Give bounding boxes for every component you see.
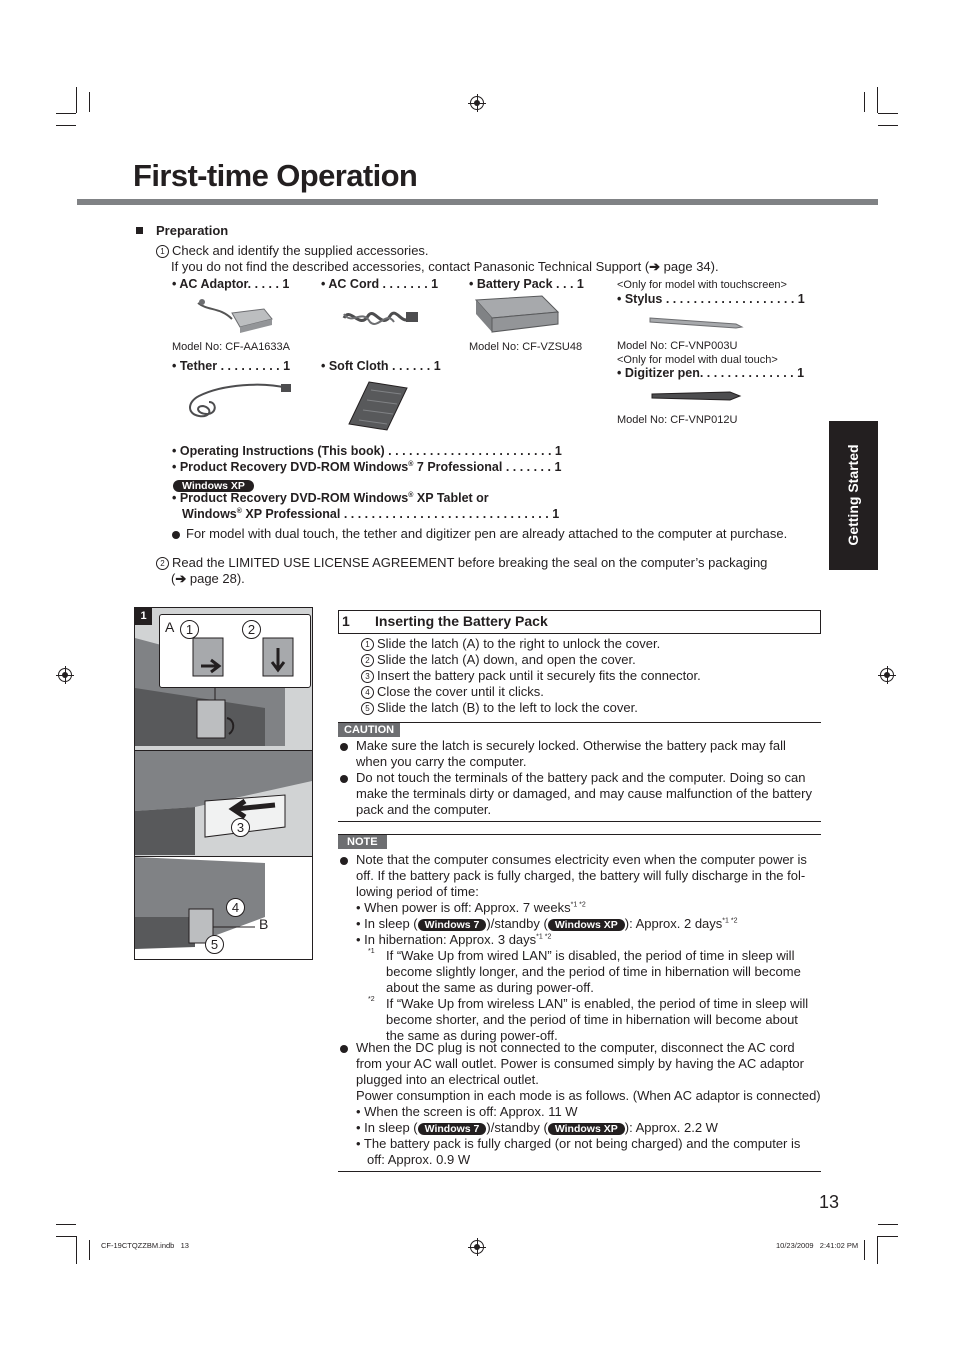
registration-mark-icon	[470, 1240, 484, 1254]
doc-recovery-xp-cont: Windows® XP Professional . . . . . . . . . . . . . . . . . . . . . . . . . . . . . . 1	[182, 507, 560, 521]
battery-steps-list	[361, 636, 701, 716]
digitizer-model: Model No: CF-VNP012U	[617, 414, 738, 426]
windows-7-badge: Windows 7	[418, 919, 487, 931]
battery-figure	[134, 607, 313, 960]
crop-mark	[56, 113, 76, 114]
stylus-note: <Only for model with touchscreen>	[617, 279, 787, 291]
prep-step-1: 1 Check and identify the supplied accessories.	[156, 243, 429, 259]
windows-xp-badge: Windows XP	[548, 919, 625, 931]
latch-a-label: A	[165, 619, 175, 635]
step-2-marker: 2	[242, 620, 261, 639]
acc-ac-adaptor: • AC Adaptor. . . . . 1	[172, 277, 290, 291]
latch-b-label: B	[259, 916, 269, 932]
bullet-icon	[340, 775, 348, 783]
caution-item: Do not touch the terminals of the battery pack and the computer. Doing so can make the terminals dirty or damaged, and may cause malfunction of the battery pack and the computer.	[338, 770, 812, 818]
caution-bottom-rule	[338, 821, 821, 822]
crop-mark	[878, 113, 898, 114]
square-bullet-icon	[136, 227, 143, 234]
acc-stylus: • Stylus . . . . . . . . . . . . . . . . . . . 1	[617, 292, 805, 306]
doc-operating-instructions: • Operating Instructions (This book) . . . . . . . . . . . . . . . . . . . . . . . . 1	[172, 444, 562, 458]
latch-detail-icon	[187, 634, 303, 680]
list-item: 1 Slide the latch (A) to the right to unlock the cover.	[361, 636, 701, 652]
section-title: Inserting the Battery Pack	[375, 613, 548, 629]
note-item: Note that the computer consumes electricity even when the computer power is off. If the battery pack is fully charged, the battery will fully discharge in the fol- lowing period of time: • When power is off: Approx. 7 weeks$^{*1 *2}$ • In sleep ( Windows 7 )/standby ( Windows XP ): Approx. 2 days$^{*1 *2}$ • In hibernation: Approx. 3 days$^{*1 *2}$ *1 If “Wake Up from wired LAN” is disabled, the period of time in sleep will become slightly longer, and the period of time in hibernation will become about the same as during power-off. *2 If “Wake Up from wireless LAN” is enabled, the period of time in sleep will become shorter, and the period of time in hibernation will become about the same as during power-off.	[338, 852, 808, 1044]
crop-mark	[864, 1240, 865, 1260]
crop-mark	[76, 87, 77, 113]
crop-mark	[89, 1240, 90, 1260]
prep-step-2-sub: (➔ page 28).	[171, 571, 245, 586]
crop-mark	[56, 1236, 76, 1237]
page-title: First-time Operation	[133, 158, 418, 193]
dual-touch-note: For model with dual touch, the tether and digitizer pen are already attached to the computer at purchase.	[172, 526, 787, 542]
crop-mark	[877, 1236, 878, 1264]
digitizer-note: <Only for model with dual touch>	[617, 354, 778, 366]
windows-xp-badge: Windows XP	[173, 477, 254, 495]
registration-mark-icon	[880, 668, 894, 682]
caution-top-rule	[338, 722, 821, 723]
digitizer-pen-image	[650, 388, 742, 404]
prep-step-2: 2 Read the LIMITED USE LICENSE AGREEMENT before breaking the seal on the computer’s packaging	[156, 555, 767, 571]
preparation-heading: Preparation	[156, 223, 229, 238]
note-label: NOTE	[338, 835, 387, 849]
list-item: 3 Insert the battery pack until it securely fits the connector.	[361, 668, 701, 684]
soft-cloth-image	[341, 380, 411, 432]
step-3-marker: 3	[231, 818, 250, 837]
note-bottom-rule	[338, 1171, 821, 1172]
note-top-rule	[338, 834, 821, 835]
acc-ac-cord: • AC Cord . . . . . . . 1	[321, 277, 439, 291]
bullet-icon	[172, 531, 180, 539]
acc-tether: • Tether . . . . . . . . . 1	[172, 359, 291, 373]
arrow-icon: ➔	[175, 571, 187, 586]
acc-battery: • Battery Pack . . . 1	[469, 277, 584, 291]
crop-mark	[89, 92, 90, 112]
tether-image	[183, 380, 293, 424]
battery-insert-illustration	[135, 751, 312, 855]
ac-adaptor-model: Model No: CF-AA1633A	[172, 341, 290, 353]
crop-mark	[56, 125, 76, 126]
doc-recovery-win7: • Product Recovery DVD-ROM Windows® 7 Professional . . . . . . . 1	[172, 460, 562, 474]
acc-cloth: • Soft Cloth . . . . . . 1	[321, 359, 441, 373]
crop-mark	[878, 1224, 898, 1225]
registration-mark-icon	[470, 96, 484, 110]
section-number: 1	[342, 613, 350, 629]
footer-date: 10/23/2009 2:41:02 PM	[776, 1241, 859, 1250]
registration-mark-icon	[58, 668, 72, 682]
prep-step-1-sub: If you do not find the described accessories, contact Panasonic Technical Support (➔ page 34).	[171, 259, 719, 274]
crop-mark	[76, 1236, 77, 1264]
arrow-icon: ➔	[649, 259, 661, 274]
step-5-marker: 5	[205, 935, 224, 954]
battery-pack-image	[472, 294, 562, 336]
note-item: When the DC plug is not connected to the computer, disconnect the AC cord from your AC wall outlet. Power is consumed simply by having the AC adaptor plugged into an electrical outlet. Power consumption in each mode is as follows. (When AC adaptor is connected) • When the screen is off: Approx. 11 W • In sleep ( Windows 7 )/standby ( Windows XP ): Approx. 2.2 W • The battery pack is fully charged (or not being charged) and the computer is off: Approx. 0.9 W	[338, 1040, 821, 1168]
crop-mark	[864, 92, 865, 112]
windows-7-badge: Windows 7	[418, 1123, 487, 1135]
title-rule	[77, 199, 878, 205]
acc-digitizer: • Digitizer pen. . . . . . . . . . . . . . 1	[617, 366, 805, 380]
stylus-image	[648, 314, 744, 330]
windows-xp-badge: Windows XP	[548, 1123, 625, 1135]
step-1-marker: 1	[180, 620, 199, 639]
step-4-marker: 4	[226, 898, 245, 917]
bullet-icon	[340, 743, 348, 751]
circled-number: 2	[156, 557, 169, 570]
side-tab	[829, 421, 878, 570]
caution-label: CAUTION	[338, 723, 400, 737]
side-tab-label: Getting Started	[845, 444, 861, 546]
list-item: 4 Close the cover until it clicks.	[361, 684, 701, 700]
footer-file: CF-19CTQZZBM.indb 13	[101, 1241, 189, 1250]
crop-mark	[56, 1224, 76, 1225]
bullet-icon	[340, 857, 348, 865]
ac-adaptor-image	[196, 297, 276, 337]
stylus-model: Model No: CF-VNP003U	[617, 340, 738, 352]
caution-item: Make sure the latch is securely locked. Otherwise the battery pack may fall when you carry the computer.	[338, 738, 786, 770]
crop-mark	[877, 87, 878, 113]
bullet-icon	[340, 1045, 348, 1053]
list-item: 2 Slide the latch (A) down, and open the cover.	[361, 652, 701, 668]
circled-number: 1	[156, 245, 169, 258]
figure-number-badge: 1	[135, 608, 152, 625]
page-number: 13	[819, 1192, 840, 1212]
crop-mark	[878, 1236, 898, 1237]
doc-recovery-xp: • Product Recovery DVD-ROM Windows® XP Tablet or	[172, 491, 489, 505]
ac-cord-image	[340, 302, 422, 334]
battery-model: Model No: CF-VZSU48	[469, 341, 583, 353]
crop-mark	[878, 125, 898, 126]
list-item: 5 Slide the latch (B) to the left to lock the cover.	[361, 700, 701, 716]
